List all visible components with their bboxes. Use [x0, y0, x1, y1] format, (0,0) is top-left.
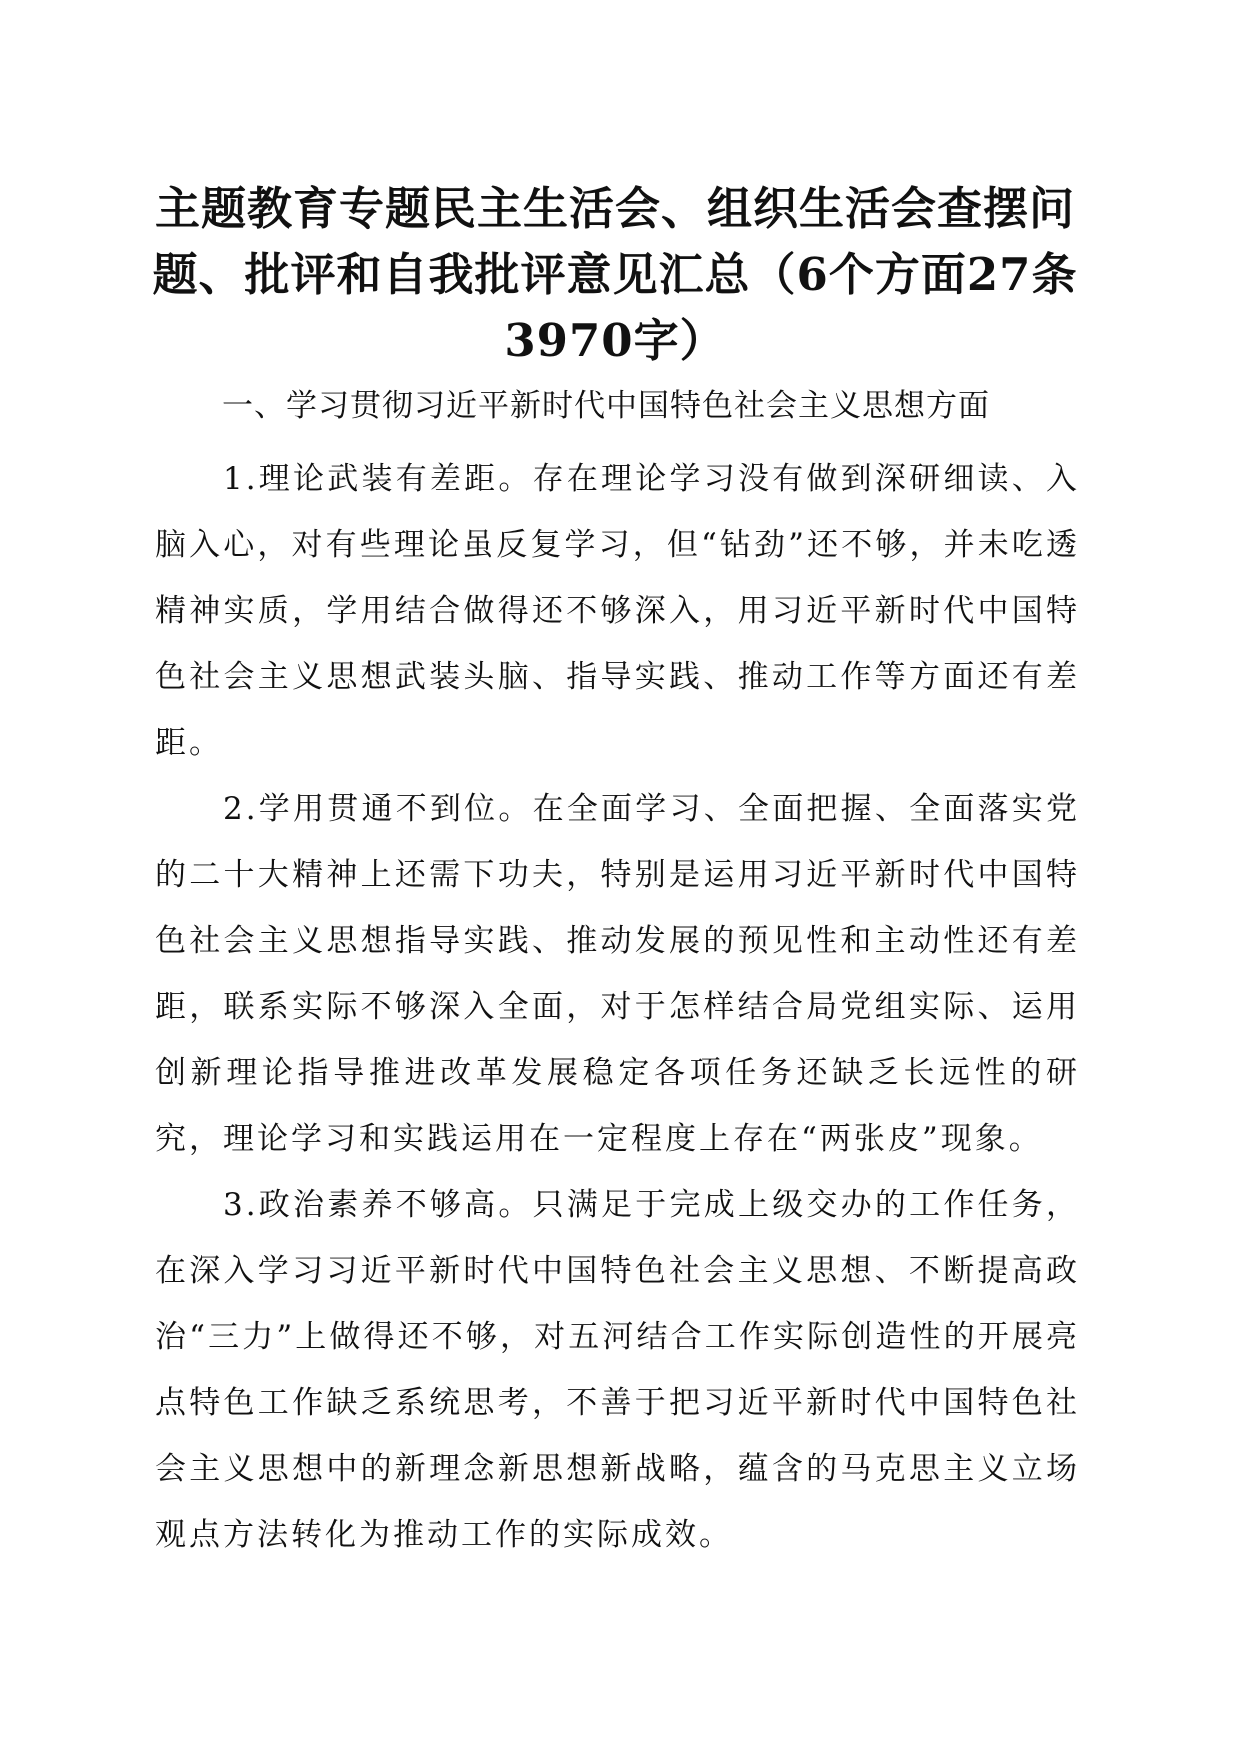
- paragraph-item-2: 2.学用贯通不到位。在全面学习、全面把握、全面落实党的二十大精神上还需下功夫，特别是运用习近平新时代中国特色社会主义思想指导实践、推动发展的预见性和主动性还有差距，联系实际不够深入全面，对于怎样结合局党组实际、运用创新理论指导推进改革发展稳定各项任务还缺乏长远性的研究，理论学习和实践运用在一定程度上存在“两张皮”现象。: [155, 791, 1080, 1157]
- document-title: 主题教育专题民主生活会、组织生活会查摆问题、批评和自我批评意见汇总（6个方面27条3970字）: [152, 182, 1078, 367]
- paragraph-item-3: 3.政治素养不够高。只满足于完成上级交办的工作任务，在深入学习习近平新时代中国特色社会主义思想、不断提高政治“三力”上做得还不够，对五河结合工作实际创造性的开展亮点特色工作缺乏系统思考，不善于把习近平新时代中国特色社会主义思想中的新理念新思想新战略，蕴含的马克思主义立场观点方法转化为推动工作的实际成效。: [155, 1187, 1080, 1553]
- section-heading: 一、学习贯彻习近平新时代中国特色社会主义思想方面: [222, 388, 990, 424]
- paragraph-item-1: 1.理论武装有差距。存在理论学习没有做到深研细读、入脑入心，对有些理论虽反复学习，但“钻劲”还不够，并未吃透精神实质，学用结合做得还不够深入，用习近平新时代中国特色社会主义思想武装头脑、指导实践、推动工作等方面还有差距。: [155, 461, 1080, 761]
- document-body: [155, 446, 1080, 1568]
